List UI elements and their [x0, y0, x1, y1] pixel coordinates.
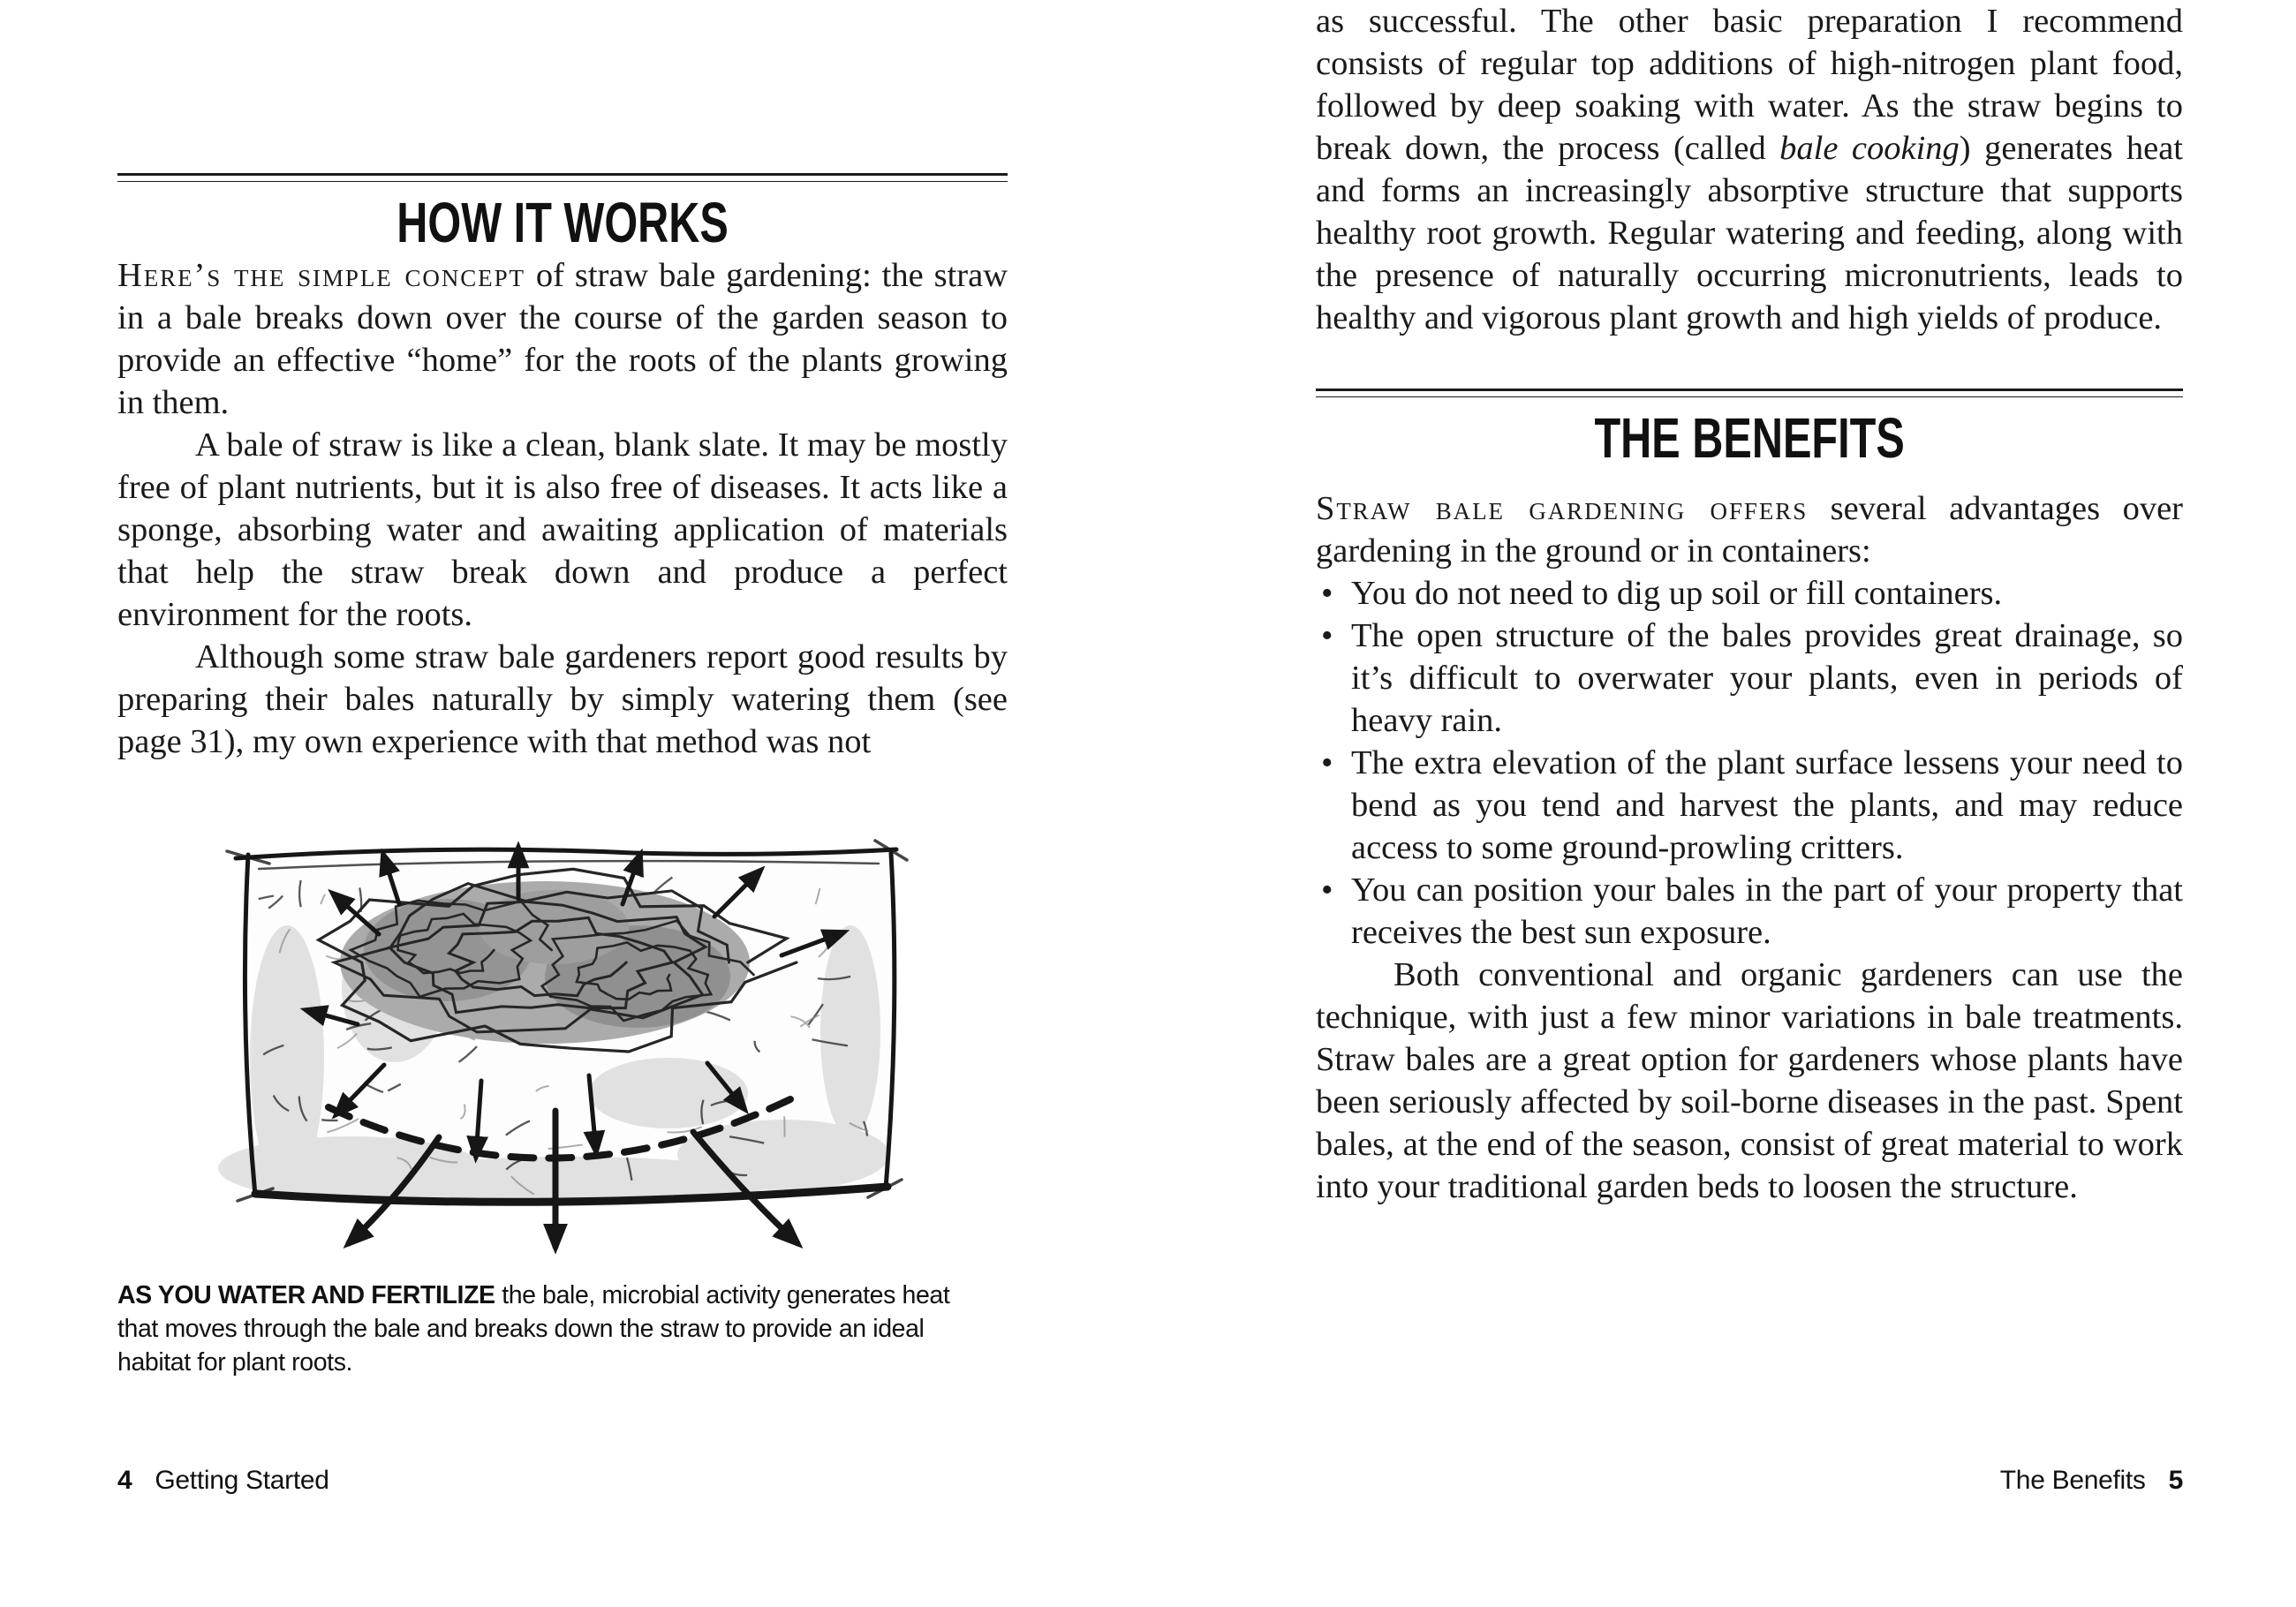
page-title-text: HOW IT WORKS — [397, 191, 729, 254]
body-paragraph: Both conventional and organic gardeners can use the technique, with just a few minor variations in bale treatments. Straw bales are a great option for gardeners whose plants have been seriously affected by soil-borne diseases in the past. Spent bales, at the end of the season, consist of great material to work into your traditional garden beds to loosen the structure. — [1316, 956, 2183, 1205]
bale-sketch-svg — [174, 802, 951, 1263]
body-paragraph: A bale of straw is like a clean, blank slate. It may be mostly free of plant nutrients, but it is also free of diseases. It acts like a sponge, absorbing water and awaiting application of materials that help the straw break down and produce a perfect environment for the roots. — [117, 426, 1008, 633]
lead-in-smallcaps: Here’s the simple concept — [117, 257, 525, 294]
body-paragraph: Although some straw bale gardeners report good results by preparing their bales naturally by simply watering them (see page 31), my own experience with that method was not — [117, 638, 1008, 760]
page-title — [1316, 406, 2183, 470]
right-running-footer — [1316, 1466, 2183, 1496]
section-rule — [117, 173, 1008, 182]
list-item: • You can position your bales in the part of your property that receives the best sun exposure. — [1351, 869, 2183, 954]
benefits-list — [1316, 572, 2183, 954]
list-item: • The extra elevation of the plant surface lessens your need to bend as you tend and harvest the plants, and may reduce access to some ground-prowling critters. — [1351, 742, 2183, 869]
paragraph-text: of straw bale gardening: the straw in a bale breaks down over the course of the garden season to provide an effective “home” for the roots of the plants growing in them. — [117, 257, 1008, 421]
figure-caption — [117, 1279, 963, 1379]
caption-lead: AS YOU WATER AND FERTILIZE — [117, 1281, 495, 1309]
page-number: 5 — [2168, 1466, 2183, 1495]
page-title — [117, 191, 1008, 254]
lead-in-smallcaps: Straw bale gardening offers — [1316, 490, 1809, 527]
paragraph-text: as successful. The other basic preparation I recommend consists of regular top additions of high-nitrogen plant food, followed by deep soaking with water. As the straw begins to break down, the process (called — [1316, 3, 2183, 167]
running-footer-label: Getting Started — [155, 1466, 329, 1495]
body-paragraph — [117, 254, 1008, 424]
list-item: • The open structure of the bales provides great drainage, so it’s difficult to overwater your plants, even in periods of heavy rain. — [1351, 615, 2183, 742]
left-running-footer — [117, 1466, 1008, 1496]
body-paragraph — [1316, 0, 2183, 339]
bale-illustration — [174, 802, 951, 1263]
left-page — [117, 0, 1008, 1405]
paragraph-text: several advantages over gardening in the ground or in containers: — [1316, 490, 2183, 570]
section-rule — [1316, 389, 2183, 397]
right-page — [1316, 0, 2183, 1208]
running-footer-label: The Benefits — [1999, 1466, 2146, 1495]
list-item: • You do not need to dig up soil or fill containers. — [1351, 572, 2183, 615]
italic-term: bale cooking — [1779, 130, 1960, 167]
body-paragraph — [1316, 487, 2183, 572]
caption-text: the bale, microbial activity generates heat that moves through the bale and breaks down the straw to provide an ideal habitat for plant roots. — [117, 1281, 950, 1377]
page-number: 4 — [117, 1466, 132, 1495]
page-title-text: THE BENEFITS — [1594, 406, 1905, 470]
paragraph-text: ) generates heat and forms an increasingly absorptive structure that supports healthy root growth. Regular watering and feeding, along with the presence of naturally occurring micronutrients, leads to healthy and vigorous plant growth and high yields of produce. — [1316, 130, 2183, 336]
